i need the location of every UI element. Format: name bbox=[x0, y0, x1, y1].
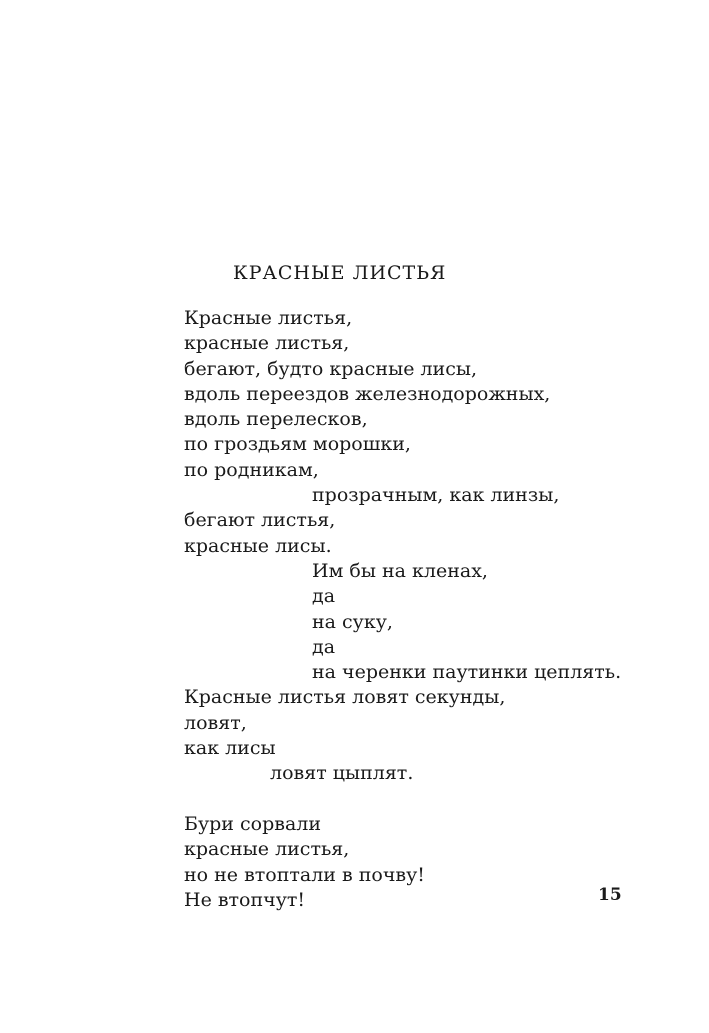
poem-line: Не втопчут! bbox=[184, 888, 306, 911]
poem-title: КРАСНЫЕ ЛИСТЬЯ bbox=[233, 262, 447, 284]
poem-line: красные лисы. bbox=[184, 534, 332, 557]
poem-line: на черенки паутинки цеплять. bbox=[312, 661, 622, 684]
poem-line: ловят цыплят. bbox=[270, 762, 414, 785]
poem-line: да bbox=[312, 635, 336, 658]
poem-line: бегают листья, bbox=[184, 509, 336, 532]
page-number: 15 bbox=[598, 885, 622, 905]
poem-line: Красные листья ловят секунды, bbox=[184, 686, 506, 709]
poem-body bbox=[184, 306, 644, 913]
poem-line: красные листья, bbox=[184, 332, 350, 355]
poem-line: но не втоптали в почву! bbox=[184, 863, 425, 886]
poem-line: Им бы на кленах, bbox=[312, 559, 488, 582]
poem-line: прозрачным, как линзы, bbox=[312, 484, 560, 507]
poem-line: вдоль переездов железнодорожных, bbox=[184, 382, 551, 405]
poem-line: Бури сорвали bbox=[184, 812, 322, 835]
poem-line: да bbox=[312, 585, 336, 608]
stanza-break bbox=[184, 787, 644, 812]
poem-line: красные листья, bbox=[184, 838, 350, 861]
poem-line: на суку, bbox=[312, 610, 393, 633]
poem-line: Красные листья, bbox=[184, 307, 353, 329]
poem-line: по родникам, bbox=[184, 458, 319, 481]
poem-line: ловят, bbox=[184, 711, 247, 734]
poem-line: вдоль перелесков, bbox=[184, 408, 368, 431]
poem-line: как лисы bbox=[184, 737, 276, 760]
poem-line: бегают, будто красные лисы, bbox=[184, 357, 478, 380]
poem-line: по гроздьям морошки, bbox=[184, 433, 411, 456]
